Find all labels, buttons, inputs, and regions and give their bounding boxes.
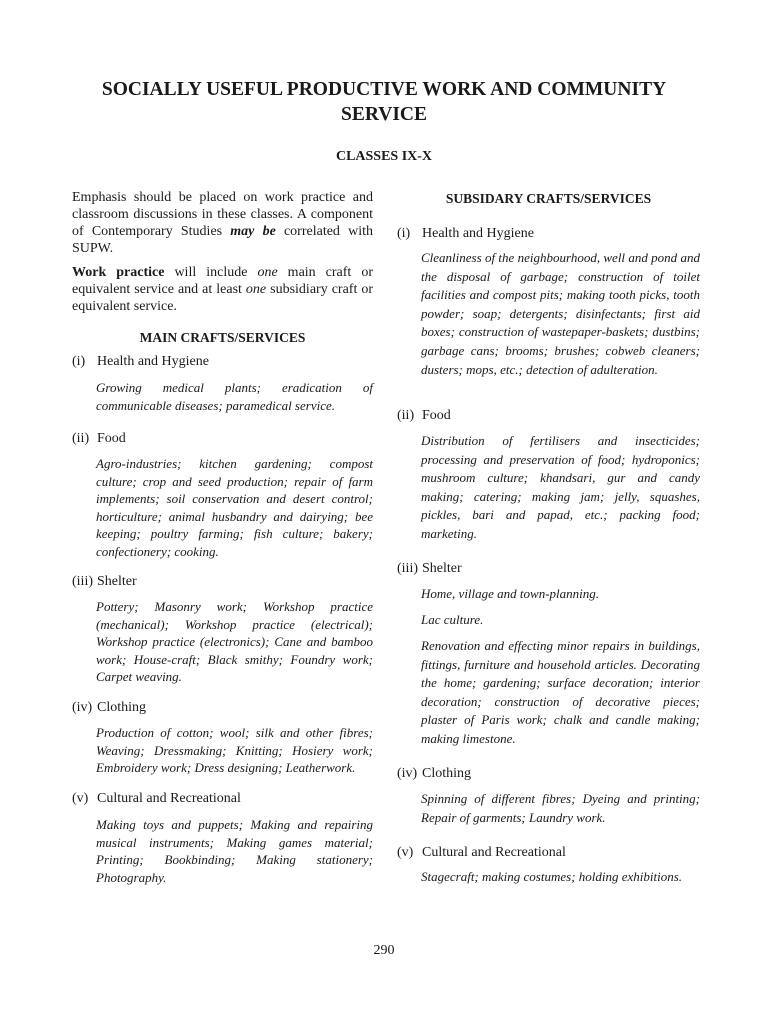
main-item-heading: [72, 353, 209, 370]
intro2-text-c: subsidiary craft or equivalent service.: [72, 282, 373, 314]
item-number: (i): [72, 354, 86, 369]
subsidiary-item-description: Home, village and town-planning.: [421, 586, 600, 601]
subsidiary-crafts-heading: SUBSIDARY CRAFTS/SERVICES: [445, 191, 652, 206]
item-title: Food: [97, 431, 126, 446]
item-title: Cultural and Recreational: [422, 845, 566, 860]
main-item-description: Making toys and puppets; Making and repairing musical instruments; Making games material; Printing; Bookbinding; Making stationery; Photography.: [96, 817, 373, 885]
item-title: Clothing: [422, 766, 472, 781]
intro-paragraph-1: [72, 189, 373, 257]
intro-text: Emphasis should be placed on work practice and classroom discussions in these classes. A component of Contemporary Studies: [72, 190, 373, 239]
main-item-heading: [72, 573, 137, 590]
item-number: (ii): [72, 431, 90, 446]
subsidiary-item-heading: [397, 844, 566, 861]
main-item-heading: [72, 790, 241, 807]
intro2-text-b: main craft or equivalent service and at least: [72, 265, 373, 297]
subsidiary-item-description: Distribution of fertilisers and insecticides; processing and preservation of food; hydroponics; mushroom culture; khandsari, gur and candy making; catering; making jam; jelly, squashes, pickles, bari and papad, etc.; packing food; marketing.: [421, 433, 700, 541]
item-number: (i): [397, 226, 411, 241]
item-number: (iv): [72, 700, 93, 715]
intro-emphasis: may be: [230, 224, 276, 239]
subsidiary-item-heading: [397, 225, 534, 242]
subsidiary-item-heading: [397, 407, 451, 424]
subsidiary-item-description: Lac culture.: [421, 612, 484, 627]
intro-text-end: correlated with SUPW.: [72, 224, 373, 256]
item-number: (v): [72, 791, 89, 806]
item-title: Clothing: [97, 700, 147, 715]
item-title: Health and Hygiene: [97, 354, 209, 369]
intro-paragraph-2: [72, 264, 373, 315]
subsidiary-item-description: Spinning of different fibres; Dyeing and printing; Repair of garments; Laundry work.: [421, 791, 700, 825]
main-item-description: Agro-industries; kitchen gardening; compost culture; crop and seed production; repair of farm implements; soil conservation and desert control; horticulture; animal husbandry and dairying; bee keeping; poultry farming; fish culture; bakery; confectionery; cooking.: [96, 456, 373, 559]
page-title: SOCIALLY USEFUL PRODUCTIVE WORK AND COMMUNITY SERVICE: [101, 79, 667, 125]
page-subtitle: CLASSES IX-X: [335, 149, 433, 164]
main-crafts-heading: MAIN CRAFTS/SERVICES: [139, 330, 306, 345]
subsidiary-item-description: Renovation and effecting minor repairs in buildings, fittings, furniture and household articles. Decorating the home; gardening; surface decoration; interior decoration; construction of decorative pieces; plaster of Paris work; chalk and candle making; making limestone.: [421, 638, 700, 746]
main-item-description: Production of cotton; wool; silk and other fibres; Weaving; Dressmaking; Knitting; Hosiery work; Embroidery work; Dress designing; Leatherwork.: [96, 725, 373, 775]
item-title: Health and Hygiene: [422, 226, 534, 241]
item-number: (iv): [397, 766, 418, 781]
subsidiary-item-description: Cleanliness of the neighbourhood, well and pond and the disposal of garbage; construction of toilet facilities and compost pits; making tooth picks, tooth powder; soap; detergents; disinfectants; first aid boxes; construction of wastepaper-baskets; dustbins; garbage cans; brooms; brushes; cobweb cleaners; dusters; mops, etc.; detection of adulteration.: [421, 250, 700, 377]
work-practice-label: Work practice: [72, 265, 165, 280]
main-item-description: Pottery; Masonry work; Workshop practice (mechanical); Workshop practice (electrical); Workshop practice (electronics); Cane and bamboo work; House-craft; Black smithy; Foundry work; Carpet weaving.: [96, 599, 373, 684]
subsidiary-item-description: Stagecraft; making costumes; holding exhibitions.: [421, 869, 683, 884]
intro2-one-1: one: [257, 265, 278, 280]
item-title: Cultural and Recreational: [97, 791, 241, 806]
intro2-text-a: will include: [164, 265, 258, 280]
item-title: Shelter: [422, 561, 462, 576]
page-number: 290: [373, 943, 395, 958]
item-number: (v): [397, 845, 414, 860]
item-number: (ii): [397, 408, 415, 423]
subsidiary-item-heading: [397, 765, 471, 782]
main-item-heading: [72, 430, 126, 447]
item-title: Food: [422, 408, 451, 423]
item-number: (iii): [397, 561, 418, 576]
main-item-heading: [72, 699, 146, 716]
main-item-description: Growing medical plants; eradication of communicable diseases; paramedical service.: [96, 380, 373, 413]
intro2-one-2: one: [245, 282, 267, 297]
item-number: (iii): [72, 574, 93, 589]
subsidiary-item-heading: [397, 560, 462, 577]
item-title: Shelter: [97, 574, 137, 589]
